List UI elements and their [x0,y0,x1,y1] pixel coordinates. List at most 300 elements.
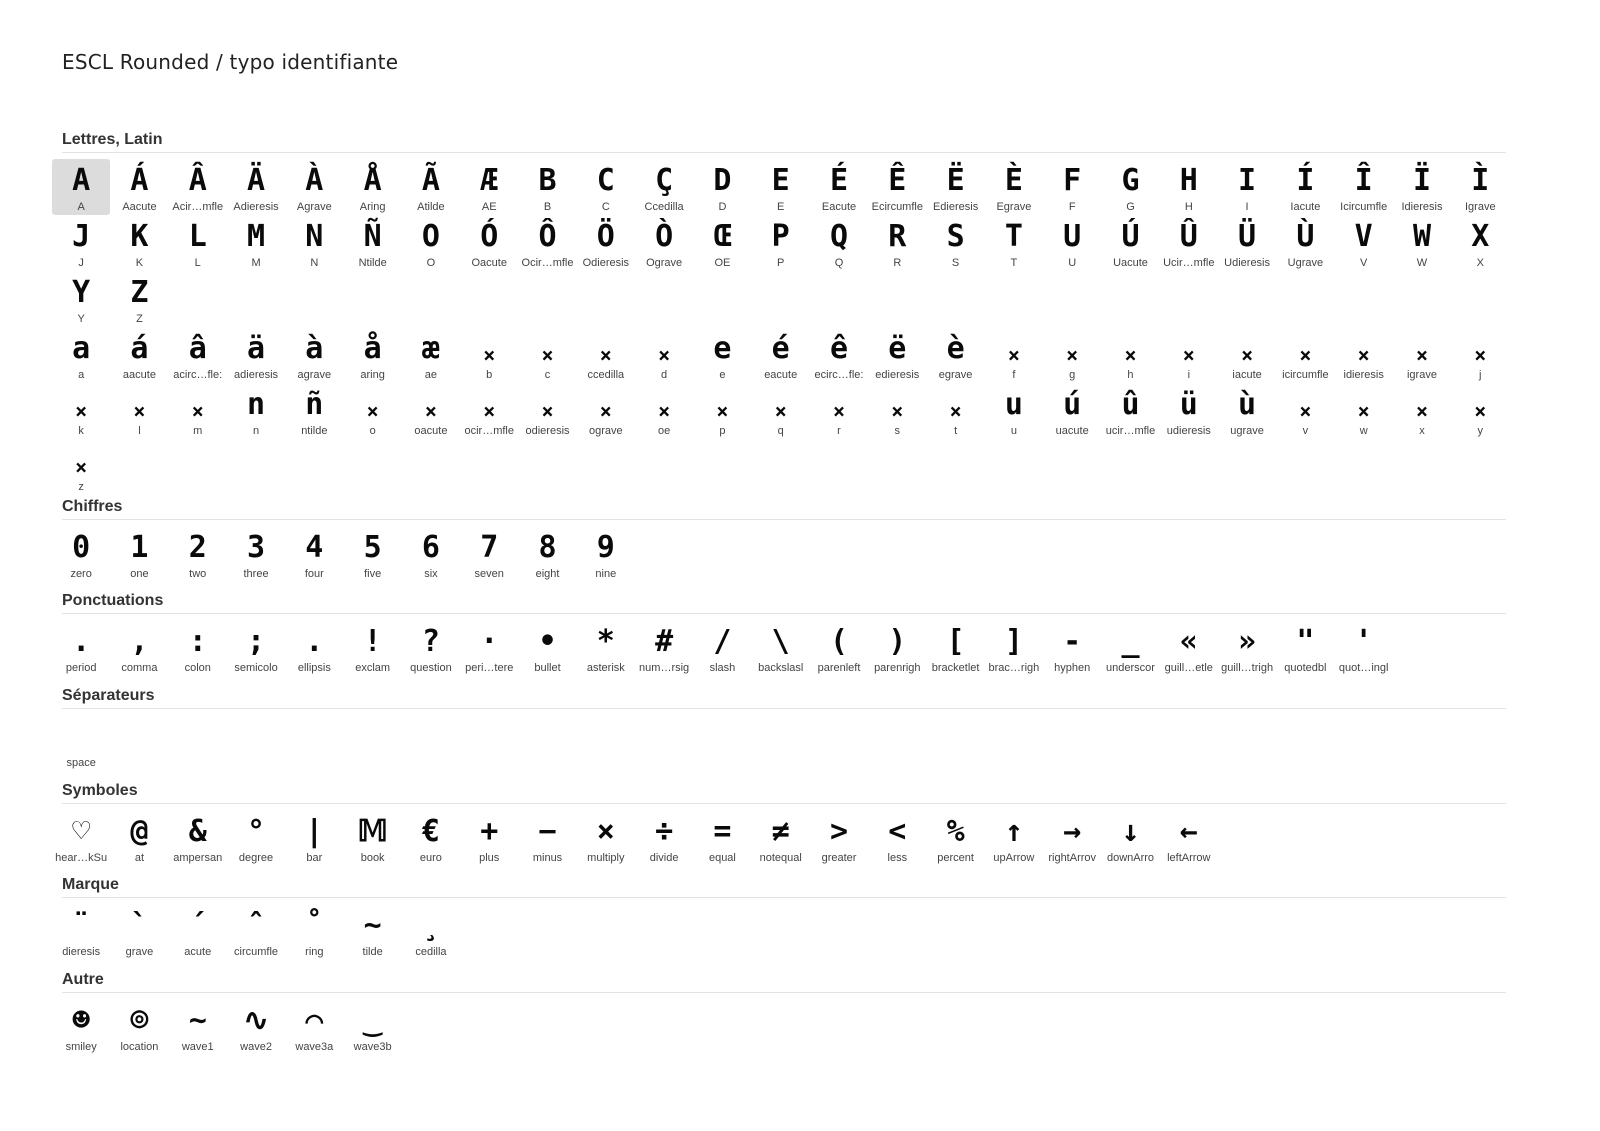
glyph-preview: ‿ [363,1003,382,1038]
glyph-cell[interactable] [1276,383,1334,439]
glyph-cell[interactable] [1218,620,1276,676]
glyph-name: Ograve [646,257,683,269]
glyph-cell[interactable] [1101,810,1159,866]
glyph-name: quot…ingl [1338,662,1389,674]
glyph-cell[interactable] [1218,383,1276,439]
glyph-cell[interactable] [343,810,401,866]
glyph-cell[interactable] [635,620,693,676]
glyph-cell[interactable] [577,526,635,582]
glyph-cell[interactable] [693,215,751,271]
glyph-cell[interactable] [518,215,576,271]
glyph-name: d [661,369,668,381]
glyph-cell[interactable] [52,715,110,771]
glyph-cell[interactable] [810,215,868,271]
glyph-cell[interactable] [635,810,693,866]
glyph-preview: Û [1179,219,1198,254]
glyph-cell[interactable] [868,159,926,215]
glyph-cell[interactable] [693,327,751,383]
glyph-preview: # [655,624,674,659]
glyph-preview: M [247,219,266,254]
glyph-cell[interactable] [285,810,343,866]
glyph-name: question [410,662,452,674]
glyph-cell[interactable] [1276,620,1334,676]
glyph-cell[interactable] [577,159,635,215]
glyph-cell[interactable] [810,810,868,866]
glyph-preview: e [713,331,732,366]
glyph-cell[interactable] [752,327,810,383]
missing-glyph-icon: × [133,399,146,423]
glyph-name: adieresis [234,369,279,381]
glyph-cell[interactable] [1335,215,1393,271]
glyph-cell[interactable] [52,159,110,215]
missing-glyph-icon: × [1007,343,1020,367]
glyph-cell[interactable] [343,159,401,215]
glyph-grid [62,999,1506,1055]
glyph-cell[interactable] [402,159,460,215]
glyph-preview: ♡ [72,814,91,849]
glyph-preview: Î [1354,163,1373,198]
glyph-cell[interactable] [52,383,110,439]
glyph-name: b [486,369,493,381]
glyph-cell[interactable] [577,620,635,676]
glyph-name: dieresis [62,946,101,958]
glyph-cell[interactable] [752,215,810,271]
glyph-cell[interactable] [868,327,926,383]
glyph-name: wave2 [240,1041,272,1053]
glyph-name: M [251,257,261,269]
missing-glyph-icon: × [1124,343,1137,367]
glyph-cell[interactable] [110,810,168,866]
glyph-name: less [887,852,908,864]
glyph-cell[interactable] [926,620,984,676]
glyph-cell[interactable] [285,383,343,439]
glyph-cell[interactable] [985,215,1043,271]
glyph-cell[interactable] [1101,327,1159,383]
glyph-cell[interactable] [1451,383,1509,439]
glyph-cell[interactable] [1335,620,1393,676]
glyph-row [52,159,1506,215]
glyph-cell[interactable] [1451,327,1509,383]
glyph-name: six [424,568,438,580]
glyph-cell[interactable] [1043,810,1101,866]
glyph-cell[interactable] [518,383,576,439]
glyph-cell[interactable] [1101,383,1159,439]
glyph-cell[interactable] [169,327,227,383]
section-marque [62,875,1506,960]
glyph-preview: € [421,814,440,849]
glyph-name: ampersan [173,852,223,864]
missing-glyph-icon: × [599,399,612,423]
glyph-preview: X [1471,219,1490,254]
glyph-cell[interactable] [110,271,168,327]
glyph-name: g [1069,369,1076,381]
glyph-cell[interactable] [285,526,343,582]
glyph-cell[interactable] [169,999,227,1055]
glyph-cell[interactable] [460,215,518,271]
glyph-name: Udieresis [1224,257,1271,269]
glyph-cell[interactable] [693,159,751,215]
glyph-name: wave1 [181,1041,214,1053]
glyph-name: f [1012,369,1016,381]
glyph-name: I [1245,201,1249,213]
glyph-preview: S [946,219,965,254]
glyph-cell[interactable] [810,327,868,383]
glyph-name: brac…righ [988,662,1040,674]
glyph-cell[interactable] [1043,383,1101,439]
glyph-cell[interactable] [926,383,984,439]
glyph-cell[interactable] [227,159,285,215]
glyph-cell[interactable] [110,159,168,215]
glyph-cell[interactable] [343,904,401,960]
glyph-cell[interactable] [693,810,751,866]
missing-glyph-icon: × [1299,399,1312,423]
glyph-name: Agrave [296,201,332,213]
glyph-name: smiley [65,1041,97,1053]
glyph-cell[interactable] [518,327,576,383]
glyph-cell[interactable] [402,526,460,582]
glyph-cell[interactable] [752,620,810,676]
glyph-name: upArrow [993,852,1035,864]
glyph-cell[interactable] [810,159,868,215]
glyph-cell[interactable] [110,383,168,439]
glyph-name: euro [419,852,442,864]
glyph-cell[interactable] [460,810,518,866]
glyph-cell[interactable] [402,810,460,866]
glyph-preview: ( [829,624,849,659]
glyph-cell[interactable] [227,810,285,866]
glyph-preview: Â [188,163,207,198]
glyph-preview: 9 [596,530,615,565]
glyph-cell[interactable] [868,620,926,676]
glyph-preview: 6 [421,530,440,565]
glyph-cell[interactable] [460,383,518,439]
glyph-preview: È [1004,163,1023,198]
glyph-name: at [134,852,145,864]
glyph-cell[interactable] [1218,215,1276,271]
glyph-cell[interactable] [635,383,693,439]
glyph-cell[interactable] [285,620,343,676]
glyph-cell[interactable] [343,526,401,582]
glyph-cell[interactable] [926,327,984,383]
glyph-name: nine [595,568,617,580]
glyph-cell[interactable] [635,159,693,215]
glyph-name: ograve [589,425,623,437]
section-heading: Séparateurs [62,687,155,704]
missing-glyph-icon: × [1241,343,1254,367]
glyph-cell[interactable] [343,327,401,383]
glyph-preview: G [1121,163,1140,198]
glyph-cell[interactable] [343,215,401,271]
glyph-name: S [951,257,960,269]
glyph-cell[interactable] [285,327,343,383]
glyph-cell[interactable] [1276,327,1334,383]
glyph-cell[interactable] [1335,159,1393,215]
glyph-cell[interactable] [868,383,926,439]
glyph-cell[interactable] [1101,620,1159,676]
glyph-cell[interactable] [1393,383,1451,439]
glyph-name: o [369,425,376,437]
glyph-cell[interactable] [1101,215,1159,271]
glyph-preview: < [888,814,907,849]
glyph-name: hyphen [1054,662,1091,674]
glyph-cell[interactable] [577,383,635,439]
glyph-name: wave3a [295,1041,334,1053]
glyph-cell[interactable] [110,620,168,676]
glyph-cell[interactable] [1276,215,1334,271]
glyph-preview: . [305,624,324,659]
glyph-row [52,810,1506,866]
glyph-preview: " [1296,624,1315,659]
glyph-cell[interactable] [985,383,1043,439]
glyph-preview: R [888,219,907,254]
glyph-preview: á [130,331,149,366]
glyph-cell[interactable] [110,215,168,271]
glyph-name: hear…kSu [55,852,108,864]
glyph-preview: % [946,814,965,849]
glyph-cell[interactable] [1101,159,1159,215]
missing-glyph-icon: × [1474,399,1487,423]
glyph-cell[interactable] [460,620,518,676]
glyph-cell[interactable] [343,620,401,676]
glyph-preview: * [596,624,615,659]
glyph-cell[interactable] [1160,383,1218,439]
missing-glyph-icon: × [949,399,962,423]
glyph-preview: U [1063,219,1082,254]
glyph-cell[interactable] [52,999,110,1055]
glyph-cell[interactable] [1335,383,1393,439]
missing-glyph-icon: × [891,399,904,423]
glyph-cell[interactable] [868,215,926,271]
glyph-cell[interactable] [518,159,576,215]
glyph-cell[interactable] [402,904,460,960]
glyph-cell[interactable] [285,999,343,1055]
glyph-cell[interactable] [810,383,868,439]
glyph-name: y [1477,425,1484,437]
glyph-cell[interactable] [227,999,285,1055]
glyph-name: Y [77,313,85,325]
glyph-preview: ë [888,331,907,366]
glyph-grid [62,904,1506,960]
glyph-cell[interactable] [1393,327,1451,383]
missing-glyph-icon: × [75,455,88,479]
missing-glyph-icon: × [483,343,496,367]
glyph-preview: \ [771,624,790,659]
glyph-cell[interactable] [460,327,518,383]
glyph-cell[interactable] [1335,327,1393,383]
glyph-cell[interactable] [1218,159,1276,215]
glyph-preview: V [1354,219,1373,254]
glyph-preview: Ñ [363,219,382,254]
glyph-cell[interactable] [1160,159,1218,215]
glyph-preview: N [305,219,324,254]
glyph-name: eacute [764,369,798,381]
glyph-name: W [1416,257,1428,269]
glyph-cell[interactable] [1160,327,1218,383]
glyph-cell[interactable] [693,620,751,676]
missing-glyph-icon: × [366,399,379,423]
glyph-cell[interactable] [1451,159,1509,215]
glyph-preview: É [829,163,849,198]
section-heading: Symboles [62,782,138,799]
glyph-cell[interactable] [1276,159,1334,215]
glyph-preview: ? [421,624,440,659]
glyph-preview: H [1179,163,1198,198]
glyph-cell[interactable] [926,159,984,215]
glyph-name: exclam [355,662,391,674]
glyph-name: colon [184,662,211,674]
glyph-preview: Å [363,163,382,198]
glyph-cell[interactable] [169,904,227,960]
glyph-preview: ´ [188,908,207,943]
glyph-cell[interactable] [169,810,227,866]
glyph-cell[interactable] [227,383,285,439]
glyph-cell[interactable] [52,620,110,676]
glyph-row [52,327,1506,383]
glyph-name: bracketlet [931,662,980,674]
glyph-cell[interactable] [52,327,110,383]
glyph-cell[interactable] [343,999,401,1055]
glyph-preview: ° [247,814,266,849]
glyph-cell[interactable] [1043,620,1101,676]
glyph-cell[interactable] [693,383,751,439]
glyph-name: circumfle [234,946,279,958]
glyph-cell[interactable] [343,383,401,439]
glyph-cell[interactable] [985,620,1043,676]
glyph-cell[interactable] [227,327,285,383]
glyph-cell[interactable] [1043,327,1101,383]
glyph-row [52,439,1506,495]
glyph-preview: Ú [1121,219,1140,254]
glyph-cell[interactable] [752,383,810,439]
missing-glyph-icon: × [424,399,437,423]
glyph-name: space [66,757,96,769]
section-symboles [55,781,1506,866]
glyph-cell[interactable] [402,383,460,439]
glyph-cell[interactable] [169,215,227,271]
glyph-cell[interactable] [1160,810,1218,866]
glyph-name: ellipsis [297,662,331,674]
glyph-cell[interactable] [635,327,693,383]
glyph-grid [62,620,1506,676]
glyph-cell[interactable] [52,271,110,327]
glyph-name: egrave [938,369,973,381]
glyph-cell[interactable] [810,620,868,676]
glyph-cell[interactable] [577,215,635,271]
glyph-cell[interactable] [169,383,227,439]
glyph-preview: Q [829,219,849,254]
glyph-cell[interactable] [460,159,518,215]
glyph-preview: ⌒ [305,1003,324,1038]
glyph-name: a [78,369,85,381]
glyph-cell[interactable] [985,810,1043,866]
glyph-name: quotedbl [1284,662,1327,674]
glyph-cell[interactable] [52,439,110,495]
glyph-cell[interactable] [752,159,810,215]
glyph-cell[interactable] [577,327,635,383]
glyph-cell[interactable] [52,215,110,271]
glyph-cell[interactable] [227,620,285,676]
glyph-cell[interactable] [926,215,984,271]
glyph-preview: n [247,387,266,422]
glyph-name: J [78,257,84,269]
glyph-row [52,904,1506,960]
glyph-name: Idieresis [1401,201,1443,213]
glyph-name: Iacute [1290,201,1321,213]
glyph-cell[interactable] [752,810,810,866]
glyph-cell[interactable] [577,810,635,866]
glyph-cell[interactable] [635,215,693,271]
glyph-cell[interactable] [1043,159,1101,215]
glyph-cell[interactable] [1218,327,1276,383]
glyph-name: equal [708,852,736,864]
glyph-cell[interactable] [1160,620,1218,676]
glyph-preview: D [713,163,732,198]
glyph-cell[interactable] [518,620,576,676]
glyph-cell[interactable] [1451,215,1509,271]
section-heading: Autre [62,971,104,988]
glyph-cell[interactable] [169,526,227,582]
glyph-cell[interactable] [52,526,110,582]
glyph-cell[interactable] [985,159,1043,215]
glyph-name: ocir…mfle [464,425,514,437]
glyph-cell[interactable] [402,327,460,383]
glyph-cell[interactable] [1393,159,1451,215]
glyph-cell[interactable] [285,215,343,271]
glyph-cell[interactable] [169,620,227,676]
glyph-preview: Ù [1296,219,1315,254]
glyph-preview: → [1063,814,1082,849]
glyph-cell[interactable] [402,620,460,676]
glyph-cell[interactable] [227,526,285,582]
glyph-cell[interactable] [402,215,460,271]
glyph-cell[interactable] [985,327,1043,383]
glyph-name: O [426,257,436,269]
glyph-cell[interactable] [460,526,518,582]
glyph-cell[interactable] [227,904,285,960]
missing-glyph-icon: × [599,343,612,367]
glyph-cell[interactable] [518,810,576,866]
glyph-preview: à [305,331,324,366]
glyph-cell[interactable] [1043,215,1101,271]
glyph-cell[interactable] [926,810,984,866]
glyph-cell[interactable] [52,810,110,866]
glyph-preview: , [130,624,149,659]
glyph-name: D [718,201,727,213]
glyph-name: greater [821,852,857,864]
glyph-name: Ucir…mfle [1163,257,1215,269]
glyph-cell[interactable] [52,904,110,960]
glyph-cell[interactable] [169,159,227,215]
glyph-cell[interactable] [285,159,343,215]
glyph-cell[interactable] [110,904,168,960]
glyph-cell[interactable] [110,999,168,1055]
glyph-preview: J [72,219,91,254]
glyph-cell[interactable] [868,810,926,866]
glyph-cell[interactable] [518,526,576,582]
glyph-cell[interactable] [1160,215,1218,271]
section-divider [62,897,1506,898]
glyph-cell[interactable] [110,526,168,582]
document-title: ESCL Rounded / typo identifiante [62,50,399,74]
glyph-name: ucir…mfle [1105,425,1156,437]
glyph-row [52,526,1506,582]
glyph-name: num…rsig [639,662,690,674]
glyph-cell[interactable] [285,904,343,960]
glyph-cell[interactable] [110,327,168,383]
glyph-name: P [777,257,785,269]
glyph-cell[interactable] [227,215,285,271]
glyph-cell[interactable] [1393,215,1451,271]
